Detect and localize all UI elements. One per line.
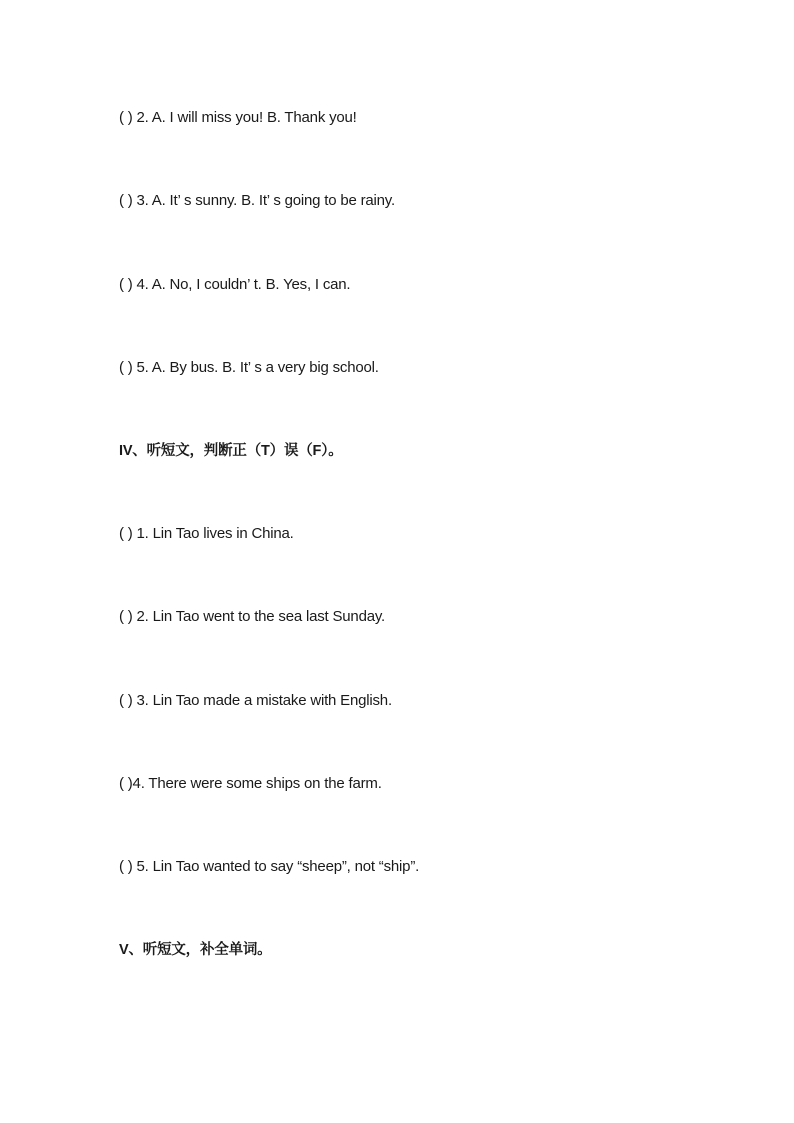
question-4-2: ( ) 2. Lin Tao went to the sea last Sunday.: [119, 608, 386, 625]
question-3-4: ( ) 4. A. No, I couldn’ t. B. Yes, I can.: [119, 276, 351, 293]
section-5-heading: V、听短文，补全单词。: [119, 942, 272, 958]
question-4-4: ( )4. There were some ships on the farm.: [119, 775, 382, 792]
question-4-5: ( ) 5. Lin Tao wanted to say “sheep”, not “ship”.: [119, 858, 420, 875]
section-4-heading: IV、听短文，判断正（T）误（F）。: [119, 443, 343, 459]
question-3-3: ( ) 3. A. It’ s sunny. B. It’ s going to be rainy.: [119, 192, 395, 209]
question-4-3: ( ) 3. Lin Tao made a mistake with English.: [119, 692, 392, 709]
question-3-2: ( ) 2. A. I will miss you! B. Thank you!: [119, 109, 357, 126]
question-4-1: ( ) 1. Lin Tao lives in China.: [119, 525, 294, 542]
question-3-5: ( ) 5. A. By bus. B. It’ s a very big school.: [119, 359, 379, 376]
